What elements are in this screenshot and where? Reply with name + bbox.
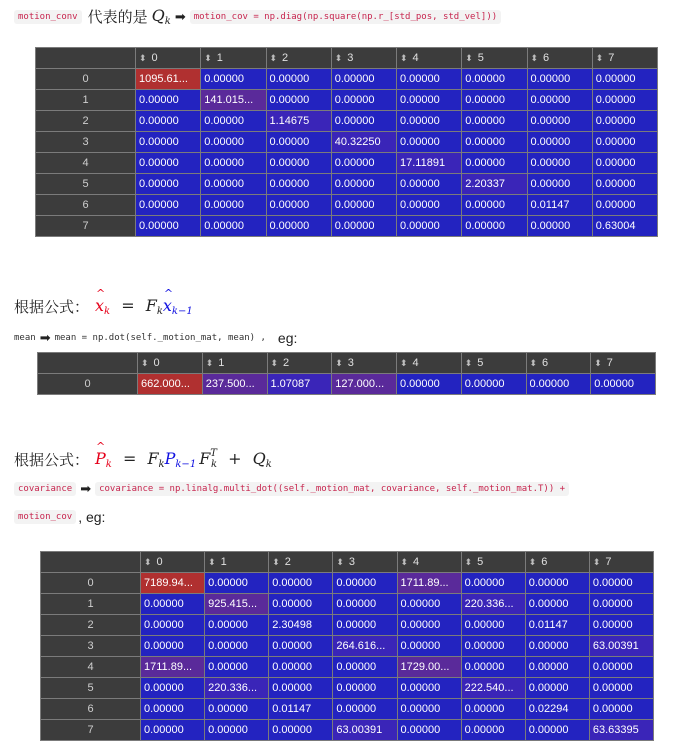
table-cell: 0.00000 (333, 678, 397, 699)
table-cell: 0.00000 (136, 90, 201, 111)
column-header[interactable] (269, 552, 333, 573)
column-header-label: 1 (218, 357, 225, 369)
column-header[interactable] (332, 353, 397, 374)
code-motion-cov: motion_cov = np.diag(np.square(np.r_[std_pos, std_vel])) (190, 10, 501, 24)
table-cell: 0.00000 (397, 174, 462, 195)
table-cell: 0.00000 (462, 153, 527, 174)
column-header-label: 0 (151, 52, 158, 64)
column-header-label: 2 (282, 52, 289, 64)
table-cell: 0.00000 (136, 195, 201, 216)
sort-icon[interactable]: ⬍ (464, 358, 473, 368)
table-cell: 0.00000 (266, 216, 331, 237)
column-header-label: 0 (153, 357, 160, 369)
formula-mean: ^ $x_k$ = $F_k\^{}$ $x_{k-1}$ (95, 296, 193, 317)
table-cell: 1.14675 (266, 111, 331, 132)
table-cell: 0.00000 (136, 216, 201, 237)
row-index: 1 (36, 90, 136, 111)
table-cell: 0.00000 (397, 132, 462, 153)
column-header[interactable] (462, 48, 527, 69)
column-header-label: 2 (284, 556, 291, 568)
table-cell: 141.015... (201, 90, 266, 111)
column-header[interactable] (526, 353, 591, 374)
table-cell: 0.00000 (527, 132, 592, 153)
dataframe-mean (37, 352, 656, 395)
column-header[interactable] (589, 552, 653, 573)
table-cell: 63.00391 (333, 720, 397, 741)
table-row (41, 594, 654, 615)
section3-formula-line (14, 448, 272, 470)
table-cell: 0.00000 (333, 573, 397, 594)
mean-code: mean = np.dot(self._motion_mat, mean) , (54, 333, 266, 343)
row-index: 4 (36, 153, 136, 174)
sort-icon[interactable]: ⬍ (144, 557, 152, 567)
table-cell: 0.00000 (269, 678, 333, 699)
column-header[interactable] (397, 353, 462, 374)
row-index: 2 (41, 615, 141, 636)
column-header[interactable] (592, 48, 657, 69)
formula-covariance: ^ $P_k = F_kP_{k-1}$ $F^T_k + Q_k$ (95, 448, 272, 470)
table-cell: 0.00000 (141, 615, 205, 636)
table-cell: 0.00000 (525, 594, 589, 615)
table-cell: 0.00000 (592, 132, 657, 153)
table-cell: 0.00000 (397, 374, 462, 395)
table-cell: 0.00000 (397, 678, 461, 699)
table-cell: 1729.00... (397, 657, 461, 678)
table-cell: 7189.94... (141, 573, 205, 594)
table-cell: 0.00000 (205, 636, 269, 657)
table-cell: 0.00000 (331, 153, 396, 174)
table-cell: 0.00000 (397, 90, 462, 111)
table-cell: 0.00000 (266, 90, 331, 111)
sort-icon[interactable]: ⬍ (272, 557, 280, 567)
sort-icon[interactable]: ⬍ (269, 53, 278, 63)
column-header[interactable] (138, 353, 203, 374)
column-header-label: 5 (477, 556, 484, 568)
sort-icon[interactable]: ⬍ (465, 53, 473, 63)
table-cell: 0.00000 (592, 174, 657, 195)
table-cell: 0.00000 (136, 153, 201, 174)
table-cell: 0.00000 (269, 720, 333, 741)
table-cell: 0.00000 (333, 699, 397, 720)
table-cell: 0.00000 (592, 195, 657, 216)
table-cell: 0.00000 (525, 636, 589, 657)
column-header[interactable] (141, 552, 205, 573)
table-cell: 0.00000 (141, 678, 205, 699)
table-cell: 2.30498 (269, 615, 333, 636)
sort-icon[interactable]: ⬍ (400, 53, 408, 63)
eg-label: eg: (277, 330, 298, 346)
column-header-label: 7 (606, 357, 613, 369)
table-cell: 0.00000 (462, 90, 527, 111)
row-index: 5 (41, 678, 141, 699)
table-row (36, 153, 658, 174)
table-cell: 0.00000 (331, 111, 396, 132)
table-cell: 0.00000 (266, 69, 331, 90)
table-cell: 0.00000 (333, 657, 397, 678)
table-cell: 0.00000 (397, 69, 462, 90)
arrow-right-icon: ➡ (174, 8, 186, 24)
formula-label: 根据公式： (14, 299, 90, 316)
column-header[interactable] (525, 552, 589, 573)
sort-icon[interactable]: ⬍ (204, 53, 212, 63)
table-cell: 0.00000 (136, 174, 201, 195)
column-header-label: 4 (413, 556, 420, 568)
covariance-line (14, 481, 569, 497)
mean-line (14, 330, 297, 346)
text-represents: 代表的是 (87, 9, 148, 26)
table-cell: 0.00000 (331, 216, 396, 237)
row-index: 3 (41, 636, 141, 657)
table-cell: 0.00000 (331, 174, 396, 195)
table-cell: 1095.61... (136, 69, 201, 90)
row-index: 6 (36, 195, 136, 216)
table-cell: 0.00000 (201, 111, 266, 132)
table-cell: 1711.89... (397, 573, 461, 594)
sort-icon[interactable]: ⬍ (400, 358, 408, 368)
table-cell: 0.00000 (462, 132, 527, 153)
table-cell: 0.00000 (397, 720, 461, 741)
table-cell: 1.07087 (267, 374, 332, 395)
table-cell: 0.00000 (462, 195, 527, 216)
sort-icon[interactable]: ⬍ (528, 557, 537, 567)
column-header-label: 7 (608, 52, 615, 64)
row-index: 4 (41, 657, 141, 678)
sort-icon[interactable]: ⬍ (464, 557, 473, 567)
eg-label-2: , eg: (78, 509, 106, 525)
column-header[interactable] (397, 552, 461, 573)
table-cell: 0.00000 (527, 69, 592, 90)
code-motion-conv: motion_conv (14, 10, 82, 24)
table-cell: 40.32250 (331, 132, 396, 153)
table-cell: 0.00000 (589, 615, 653, 636)
sort-icon[interactable]: ⬍ (205, 358, 214, 368)
table-cell: 0.00000 (201, 195, 266, 216)
table-cell: 0.00000 (592, 69, 657, 90)
table-cell: 0.00000 (201, 69, 266, 90)
sort-icon[interactable]: ⬍ (141, 358, 149, 368)
mean-label: mean (14, 333, 36, 343)
table-cell: 0.00000 (592, 153, 657, 174)
table-cell: 0.00000 (461, 374, 526, 395)
table-cell: 0.00000 (331, 90, 396, 111)
row-index: 7 (36, 216, 136, 237)
table-cell: 0.00000 (462, 216, 527, 237)
table-row (41, 699, 654, 720)
table-row (36, 195, 658, 216)
column-header-label: 6 (543, 52, 550, 64)
table-cell: 0.00000 (266, 132, 331, 153)
sort-icon[interactable]: ⬍ (139, 53, 147, 63)
arrow-right-icon: ➡ (39, 330, 51, 345)
sort-icon[interactable]: ⬍ (336, 557, 344, 567)
column-header-label: 6 (542, 357, 549, 369)
table-row (36, 216, 658, 237)
table-cell: 0.00000 (205, 615, 269, 636)
table-cell: 0.00000 (331, 195, 396, 216)
table-cell: 0.00000 (527, 174, 592, 195)
table-cell: 0.00000 (136, 132, 201, 153)
table-row (41, 636, 654, 657)
arrow-right-icon: ➡ (80, 481, 92, 496)
sort-icon[interactable]: ⬍ (594, 358, 602, 368)
table-cell: 0.00000 (269, 657, 333, 678)
row-index: 3 (36, 132, 136, 153)
table-cell: 0.00000 (461, 720, 525, 741)
table-cell: 237.500... (202, 374, 267, 395)
column-header[interactable] (136, 48, 201, 69)
table-cell: 0.00000 (269, 636, 333, 657)
table-cell: 0.01147 (525, 615, 589, 636)
table-cell: 0.00000 (333, 594, 397, 615)
column-header-label: 5 (477, 357, 484, 369)
table-row (36, 69, 658, 90)
column-header[interactable] (267, 353, 332, 374)
row-index: 5 (36, 174, 136, 195)
table-cell: 0.00000 (527, 111, 592, 132)
table-cell: 0.00000 (461, 636, 525, 657)
table-cell: 0.00000 (201, 216, 266, 237)
sort-icon[interactable]: ⬍ (595, 53, 604, 63)
sort-icon[interactable]: ⬍ (400, 557, 409, 567)
column-header-label: 1 (220, 556, 227, 568)
table-row (41, 720, 654, 741)
table-row (41, 615, 654, 636)
dataframe-motion-cov (35, 47, 658, 237)
column-header[interactable] (461, 552, 525, 573)
dataframe-covariance (40, 551, 654, 741)
table-cell: 0.00000 (205, 699, 269, 720)
table-cell: 0.00000 (266, 195, 331, 216)
table-cell: 0.00000 (201, 153, 266, 174)
column-header-label: 4 (412, 357, 419, 369)
table-cell: 2.20337 (462, 174, 527, 195)
code-covariance-update: covariance = np.linalg.multi_dot((self._motion_mat, covariance, self._motion_mat.T)) + (95, 482, 569, 496)
table-cell: 0.00000 (141, 636, 205, 657)
table-cell: 0.00000 (527, 153, 592, 174)
column-header[interactable] (397, 48, 462, 69)
column-header[interactable] (201, 48, 266, 69)
column-header[interactable] (205, 552, 269, 573)
table-cell: 0.00000 (525, 720, 589, 741)
column-header-label: 3 (347, 357, 354, 369)
table-cell: 0.00000 (397, 195, 462, 216)
table-cell: 0.00000 (205, 720, 269, 741)
table-cell: 0.63004 (592, 216, 657, 237)
table-row (38, 374, 656, 395)
column-header[interactable] (527, 48, 592, 69)
table-row (36, 90, 658, 111)
table-cell: 0.00000 (397, 699, 461, 720)
section1-line (14, 6, 501, 27)
column-header-label: 5 (477, 52, 484, 64)
column-header-label: 1 (216, 52, 223, 64)
table-cell: 0.00000 (589, 678, 653, 699)
table-cell: 1711.89... (141, 657, 205, 678)
table-cell: 0.00000 (269, 594, 333, 615)
row-index: 7 (41, 720, 141, 741)
table-cell: 0.00000 (525, 573, 589, 594)
table-row (41, 657, 654, 678)
table-cell: 0.00000 (141, 594, 205, 615)
section2-formula-line (14, 296, 193, 317)
formula-label-2: 根据公式： (14, 451, 90, 469)
column-header-label: 7 (605, 556, 612, 568)
table-cell: 0.00000 (397, 594, 461, 615)
code-motion-cov-2: motion_cov (14, 510, 76, 524)
table-cell: 0.00000 (462, 111, 527, 132)
row-index: 1 (41, 594, 141, 615)
table-cell: 0.00000 (589, 594, 653, 615)
table-cell: 0.00000 (141, 720, 205, 741)
column-header[interactable] (266, 48, 331, 69)
table-cell: 662.000... (138, 374, 203, 395)
column-header[interactable] (333, 552, 397, 573)
table-cell: 63.00391 (589, 636, 653, 657)
table-row (41, 573, 654, 594)
covariance-line-2 (14, 509, 105, 525)
index-header (36, 48, 136, 69)
table-cell: 264.616... (333, 636, 397, 657)
table-cell: 0.01147 (269, 699, 333, 720)
column-header-label: 3 (348, 556, 356, 568)
column-header[interactable] (591, 353, 656, 374)
table-cell: 925.415... (205, 594, 269, 615)
sort-icon[interactable]: ⬍ (530, 53, 539, 63)
sort-icon[interactable]: ⬍ (335, 358, 343, 368)
table-cell: 0.00000 (201, 174, 266, 195)
table-cell: 0.02294 (525, 699, 589, 720)
table-cell: 0.00000 (526, 374, 591, 395)
table-cell: 0.00000 (527, 90, 592, 111)
table-cell: 0.00000 (592, 111, 657, 132)
row-index: 0 (41, 573, 141, 594)
table-cell: 0.00000 (266, 174, 331, 195)
table-cell: 0.00000 (589, 573, 653, 594)
index-header (38, 353, 138, 374)
table-cell: 0.00000 (266, 153, 331, 174)
table-cell: 0.00000 (397, 636, 461, 657)
sort-icon[interactable]: ⬍ (592, 557, 601, 567)
table-cell: 0.00000 (205, 573, 269, 594)
column-header-label: 3 (347, 52, 354, 64)
column-header[interactable] (331, 48, 396, 69)
table-cell: 0.01147 (527, 195, 592, 216)
table-cell: 220.336... (205, 678, 269, 699)
table-cell: 0.00000 (591, 374, 656, 395)
table-row (36, 132, 658, 153)
table-cell: 17.11891 (397, 153, 462, 174)
table-cell: 0.00000 (205, 657, 269, 678)
table-cell: 0.00000 (525, 678, 589, 699)
table-cell: 0.00000 (525, 657, 589, 678)
table-cell: 0.00000 (269, 573, 333, 594)
sort-icon[interactable]: ⬍ (208, 557, 216, 567)
table-row (36, 111, 658, 132)
table-cell: 0.00000 (397, 216, 462, 237)
column-header-label: 6 (541, 556, 548, 568)
table-cell: 0.00000 (592, 90, 657, 111)
index-header (41, 552, 141, 573)
row-index: 0 (38, 374, 138, 395)
sort-icon[interactable]: ⬍ (529, 358, 538, 368)
column-header-label: 0 (156, 556, 163, 568)
table-cell: 0.00000 (136, 111, 201, 132)
table-cell: 0.00000 (331, 69, 396, 90)
row-index: 2 (36, 111, 136, 132)
table-row (36, 174, 658, 195)
table-cell: 0.00000 (333, 615, 397, 636)
table-cell: 0.00000 (397, 111, 462, 132)
column-header-label: 4 (412, 52, 419, 64)
table-cell: 0.00000 (461, 573, 525, 594)
table-cell: 0.00000 (589, 657, 653, 678)
table-cell: 0.00000 (141, 699, 205, 720)
column-header[interactable] (202, 353, 267, 374)
table-cell: 127.000... (332, 374, 397, 395)
sort-icon[interactable]: ⬍ (270, 358, 279, 368)
table-row (41, 678, 654, 699)
table-cell: 0.00000 (589, 699, 653, 720)
q-symbol: $Q_k$ (151, 6, 171, 27)
column-header-label: 2 (283, 357, 290, 369)
table-cell: 0.00000 (462, 69, 527, 90)
table-cell: 63.63395 (589, 720, 653, 741)
row-index: 6 (41, 699, 141, 720)
table-cell: 0.00000 (461, 657, 525, 678)
sort-icon[interactable]: ⬍ (334, 53, 343, 63)
column-header[interactable] (461, 353, 526, 374)
table-cell: 0.00000 (461, 615, 525, 636)
table-cell: 0.00000 (397, 615, 461, 636)
table-cell: 220.336... (461, 594, 525, 615)
table-cell: 222.540... (461, 678, 525, 699)
table-cell: 0.00000 (461, 699, 525, 720)
table-cell: 0.00000 (527, 216, 592, 237)
code-covariance: covariance (14, 482, 76, 496)
row-index: 0 (36, 69, 136, 90)
table-cell: 0.00000 (201, 132, 266, 153)
